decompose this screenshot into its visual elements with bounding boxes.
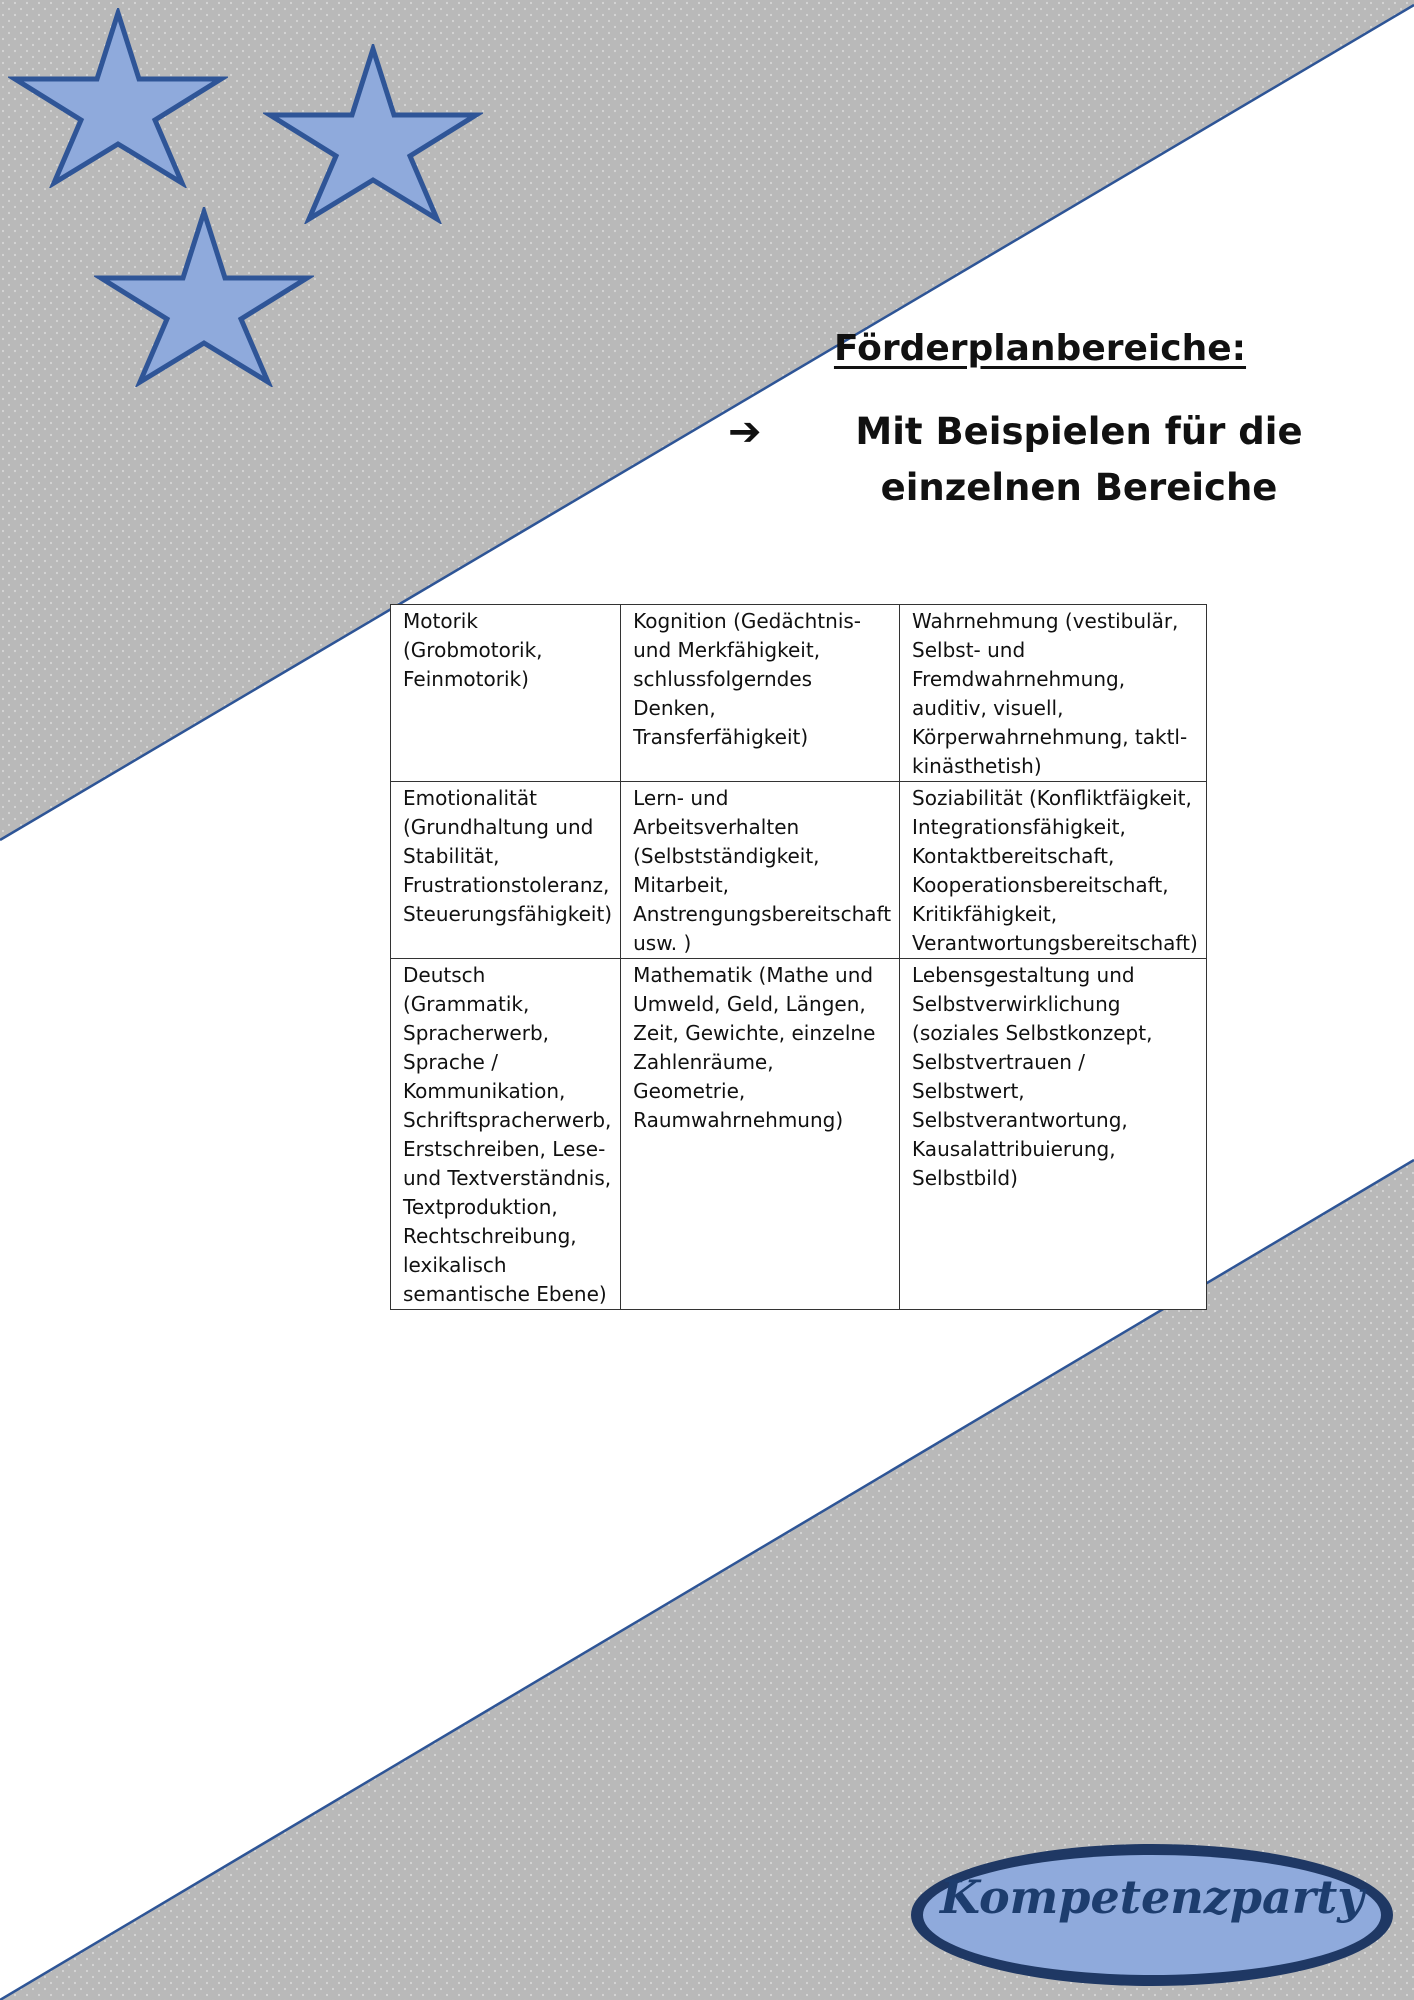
- table-cell-lebensgestaltung: Lebensgestaltung und Selbstverwirklichung (soziales Selbstkonzept, Selbstvertrauen / Selbstwert, Selbstverantwortung, Kausalattribuierung, Selbstbild): [900, 959, 1207, 1310]
- table-cell-lern-arbeitsverhalten: Lern- und Arbeitsverhalten (Selbstständigkeit, Mitarbeit, Anstrengungsbereitschaft usw. ): [621, 782, 900, 959]
- table-row: [391, 605, 1207, 782]
- table-cell-motorik: Motorik (Grobmotorik, Feinmotorik): [391, 605, 621, 782]
- star-icon: [263, 44, 483, 224]
- table-cell-kognition: Kognition (Gedächtnis- und Merkfähigkeit, schlussfolgerndes Denken, Transferfähigkeit): [621, 605, 900, 782]
- table-cell-deutsch: Deutsch (Grammatik, Spracherwerb, Sprache / Kommunikation, Schriftspracherwerb, Erstschreiben, Lese- und Textverständnis, Textproduktion, Rechtschreibung, lexikalisch semantische Ebene): [391, 959, 621, 1310]
- table-cell-soziabilitaet: Soziabilität (Konfliktfäigkeit, Integrationsfähigkeit, Kontaktbereitschaft, Kooperationsbereitschaft, Kritikfähigkeit, Verantwortungsbereitschaft): [900, 782, 1207, 959]
- table-cell-wahrnehmung: Wahrnehmung (vestibulär, Selbst- und Fremdwahrnehmung, auditiv, visuell, Körperwahrnehmung, taktl- kinästhetish): [900, 605, 1207, 782]
- star-icon: [94, 207, 314, 387]
- page-title: Förderplanbereiche:: [833, 328, 1247, 369]
- table-cell-emotionalitaet: Emotionalität (Grundhaltung und Stabilität, Frustrationstoleranz, Steuerungsfähigkeit): [391, 782, 621, 959]
- table-row: [391, 782, 1207, 959]
- arrow-right-icon: ➔: [728, 409, 762, 455]
- subtitle: [728, 404, 1388, 516]
- table-cell-mathematik: Mathematik (Mathe und Umweld, Geld, Längen, Zeit, Gewichte, einzelne Zahlenräume, Geometrie, Raumwahrnehmung): [621, 959, 900, 1310]
- logo-text: Kompetenzparty: [939, 1870, 1365, 1924]
- table-row: [391, 959, 1207, 1310]
- star-icon: [8, 8, 228, 188]
- subtitle-text: Mit Beispielen für die einzelnen Bereiche: [855, 410, 1303, 509]
- support-areas-table: [390, 604, 1207, 1310]
